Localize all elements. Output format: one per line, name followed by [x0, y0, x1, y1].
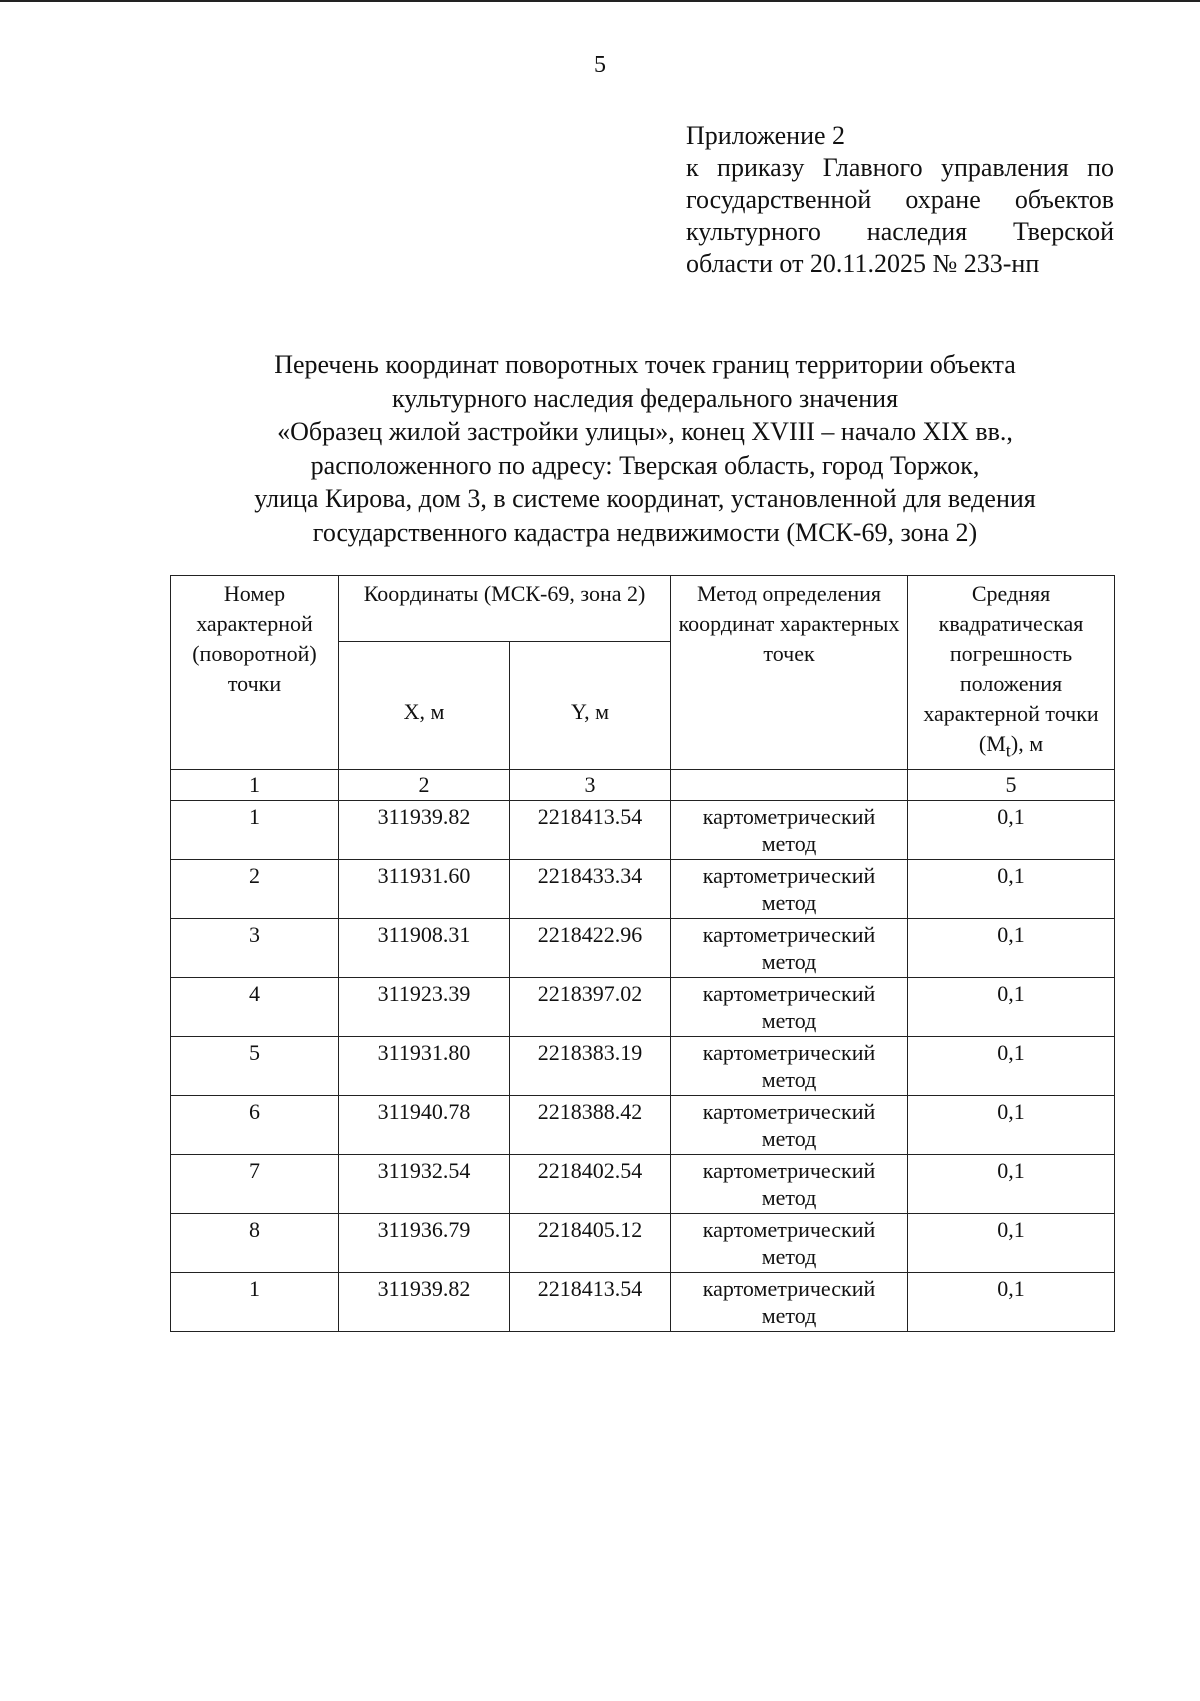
header-mean-error: [908, 576, 1115, 770]
header-method: Метод определения координат характерных точек: [671, 576, 908, 770]
table-row: [171, 1273, 1115, 1332]
heading-line: государственного кадастра недвижимости (МСК-69, зона 2): [312, 517, 978, 547]
cell-x: 311931.80: [339, 1037, 510, 1096]
table-row: [171, 801, 1115, 860]
heading-line: культурного наследия федерального значения: [391, 383, 899, 413]
cell-method: картометрический метод: [671, 919, 908, 978]
cell-y: 2218397.02: [510, 978, 671, 1037]
header-x: X, м: [339, 642, 510, 770]
cell-y: 2218383.19: [510, 1037, 671, 1096]
page-top-edge: [0, 0, 1200, 2]
cell-method: картометрический метод: [671, 1273, 908, 1332]
cell-method: картометрический метод: [671, 860, 908, 919]
cell-point: 8: [171, 1214, 339, 1273]
table-row: [171, 919, 1115, 978]
cell-point: 1: [171, 801, 339, 860]
cell-method: картометрический метод: [671, 801, 908, 860]
table-row: [171, 1037, 1115, 1096]
cell-y: 2218422.96: [510, 919, 671, 978]
cell-y: 2218433.34: [510, 860, 671, 919]
annex-title: Приложение 2: [686, 121, 846, 150]
document-heading: [160, 348, 1130, 549]
coordinates-table: [170, 575, 1115, 1332]
cell-error: 0,1: [908, 1037, 1115, 1096]
cell-error: 0,1: [908, 919, 1115, 978]
cell-x: 311936.79: [339, 1214, 510, 1273]
cell-point: 4: [171, 978, 339, 1037]
column-number: 1: [171, 770, 339, 801]
cell-error: 0,1: [908, 1273, 1115, 1332]
heading-line: улица Кирова, дом 3, в системе координат, установленной для ведения: [254, 484, 1036, 513]
cell-x: 311908.31: [339, 919, 510, 978]
column-number: 5: [908, 770, 1115, 801]
cell-x: 311931.60: [339, 860, 510, 919]
cell-method: картометрический метод: [671, 1214, 908, 1273]
cell-point: 2: [171, 860, 339, 919]
table-row: [171, 1155, 1115, 1214]
column-number-row: [171, 770, 1115, 801]
cell-error: 0,1: [908, 860, 1115, 919]
cell-x: 311932.54: [339, 1155, 510, 1214]
table-row: [171, 860, 1115, 919]
cell-y: 2218413.54: [510, 801, 671, 860]
header-y: Y, м: [510, 642, 671, 770]
table-row: [171, 978, 1115, 1037]
cell-error: 0,1: [908, 1214, 1115, 1273]
column-number: 2: [339, 770, 510, 801]
page-number: 5: [594, 52, 606, 78]
cell-y: 2218413.54: [510, 1273, 671, 1332]
cell-point: 7: [171, 1155, 339, 1214]
cell-error: 0,1: [908, 1155, 1115, 1214]
annex-block: [686, 120, 1114, 280]
header-mean-error-subscript: t: [1005, 740, 1011, 761]
cell-x: 311940.78: [339, 1096, 510, 1155]
cell-method: картометрический метод: [671, 1096, 908, 1155]
header-coordinates: Координаты (МСК-69, зона 2): [339, 576, 671, 642]
cell-point: 1: [171, 1273, 339, 1332]
table-row: [171, 1096, 1115, 1155]
header-point-number: Номер характерной (поворотной) точки: [171, 576, 339, 770]
cell-y: 2218405.12: [510, 1214, 671, 1273]
heading-line: Перечень координат поворотных точек границ территории объекта: [274, 350, 1016, 379]
cell-method: картометрический метод: [671, 1155, 908, 1214]
column-number: 3: [510, 770, 671, 801]
cell-x: 311939.82: [339, 1273, 510, 1332]
cell-point: 5: [171, 1037, 339, 1096]
cell-x: 311923.39: [339, 978, 510, 1037]
cell-method: картометрический метод: [671, 1037, 908, 1096]
cell-y: 2218402.54: [510, 1155, 671, 1214]
heading-line: расположенного по адресу: Тверская область, город Торжок,: [310, 450, 980, 480]
heading-line: «Образец жилой застройки улицы», конец XVIII – начало XIX вв.,: [277, 417, 1013, 446]
cell-point: 6: [171, 1096, 339, 1155]
cell-point: 3: [171, 919, 339, 978]
cell-error: 0,1: [908, 978, 1115, 1037]
cell-x: 311939.82: [339, 801, 510, 860]
cell-error: 0,1: [908, 801, 1115, 860]
header-mean-error-unit: ), м: [1010, 731, 1044, 756]
cell-error: 0,1: [908, 1096, 1115, 1155]
table-row: [171, 1214, 1115, 1273]
cell-method: картометрический метод: [671, 978, 908, 1037]
column-number: [671, 770, 908, 801]
cell-y: 2218388.42: [510, 1096, 671, 1155]
header-mean-error-text: Средняя квадратическая погрешность положения характерной точки (M: [923, 581, 1099, 756]
annex-reference: к приказу Главного управления по государственной охране объектов культурного наследия Тверской области от 20.11.2025 № 233-нп: [686, 153, 1114, 278]
